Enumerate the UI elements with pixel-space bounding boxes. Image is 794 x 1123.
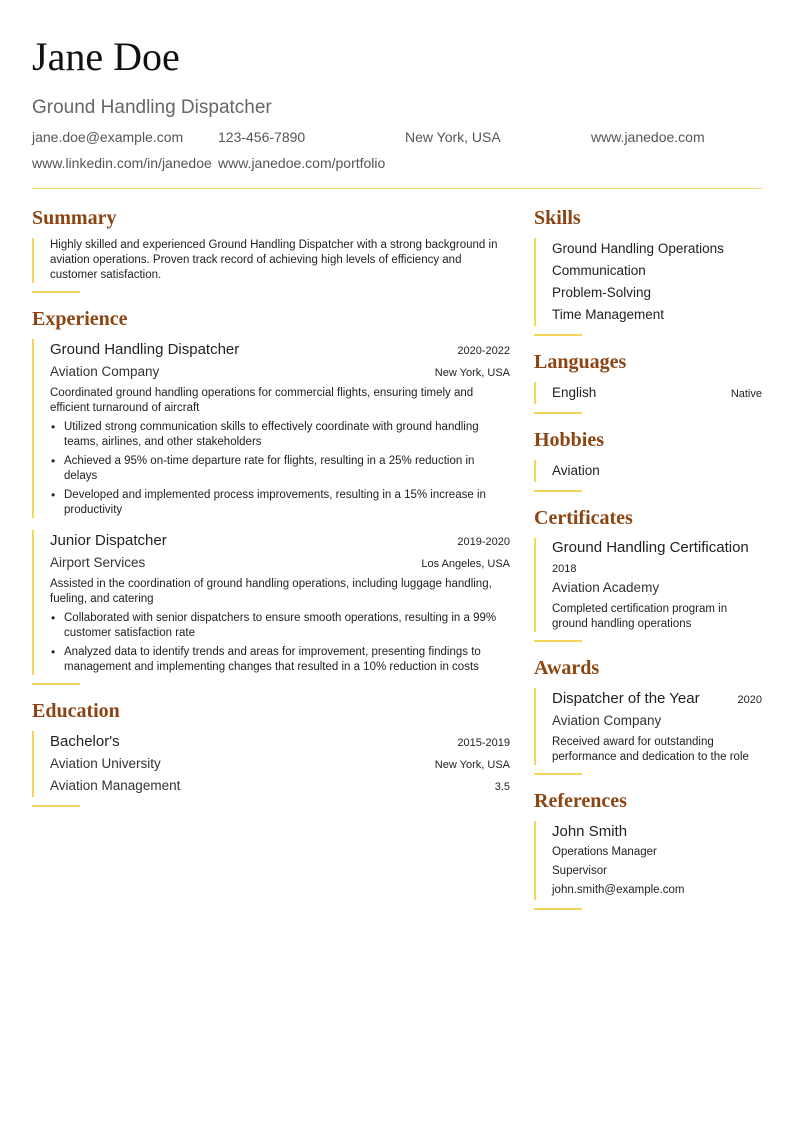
section-divider (534, 908, 582, 910)
contact-location: New York, USA (405, 129, 501, 145)
job-title: Ground Handling Dispatcher (50, 341, 240, 358)
certificate-name: Ground Handling Certification (552, 539, 749, 556)
contact-linkedin[interactable]: www.linkedin.com/in/janedoe (32, 155, 212, 171)
experience-heading: Experience (32, 308, 128, 330)
awards-heading: Awards (534, 657, 600, 679)
education-entry (32, 731, 510, 797)
job-dates: 2020-2022 (457, 345, 510, 357)
summary-heading: Summary (32, 207, 117, 229)
reference-name: John Smith (552, 823, 628, 840)
award-year: 2020 (737, 694, 762, 706)
section-divider (534, 773, 582, 775)
experience-entry (32, 339, 510, 518)
languages-heading: Languages (534, 351, 627, 373)
contact-email[interactable]: jane.doe@example.com (32, 129, 184, 145)
award-issuer: Aviation Company (552, 713, 662, 728)
reference-position: Operations Manager (552, 846, 657, 858)
certificate-issuer: Aviation Academy (552, 580, 660, 595)
gpa: 3.5 (494, 781, 510, 793)
header-divider (32, 188, 762, 189)
award-entry (534, 688, 762, 765)
skill-item: Problem-Solving (552, 285, 652, 300)
job-achievements (50, 611, 510, 675)
section-divider (534, 490, 582, 492)
achievement-item: • Analyzed data to identify trends and areas for improvement, presenting findings to management and implementing changes that resulted in a 10% reduction in costs (50, 645, 510, 675)
skills-heading: Skills (534, 207, 581, 229)
achievement-item: • Collaborated with senior dispatchers to ensure smooth operations, resulting in a 99% customer satisfaction rate (50, 611, 510, 641)
certificates-section (534, 504, 762, 642)
education-dates: 2015-2019 (457, 737, 510, 749)
job-location: New York, USA (434, 367, 510, 379)
skill-item: Time Management (552, 307, 665, 322)
candidate-title: Ground Handling Dispatcher (32, 97, 272, 118)
section-divider (32, 291, 80, 293)
main-column (32, 204, 510, 819)
section-divider (32, 805, 80, 807)
skills-list (534, 238, 762, 326)
degree: Bachelor's (50, 733, 120, 750)
job-location: Los Angeles, USA (421, 558, 510, 570)
contact-phone[interactable]: 123-456-7890 (218, 129, 306, 145)
job-dates: 2019-2020 (457, 536, 510, 548)
reference-email[interactable]: john.smith@example.com (552, 884, 685, 896)
award-description: Received award for outstanding performance and dedication to the role (552, 736, 749, 763)
languages-list (534, 382, 762, 404)
school-name: Aviation University (50, 756, 161, 771)
contact-info (32, 128, 762, 180)
hobbies-list (534, 460, 762, 482)
job-description: Assisted in the coordination of ground handling operations, including luggage handling, fueling, and catering (50, 578, 492, 605)
hobbies-section (534, 426, 762, 492)
skills-section (534, 204, 762, 336)
field-of-study: Aviation Management (50, 778, 181, 793)
summary-text: Highly skilled and experienced Ground Handling Dispatcher with a strong background in aviation operations. Proven track record of achieving high levels of efficiency and customer satisfaction. (50, 239, 498, 281)
certificate-entry (534, 538, 762, 632)
achievement-item: • Achieved a 95% on-time departure rate for flights, resulting in a 25% reduction in delays (50, 454, 510, 484)
certificate-description: Completed certification program in ground handling operations (552, 603, 728, 630)
award-name: Dispatcher of the Year (552, 690, 700, 707)
language-name: English (552, 385, 597, 400)
skill-item: Ground Handling Operations (552, 241, 724, 256)
language-level: Native (730, 388, 762, 400)
education-heading: Education (32, 700, 120, 722)
certificate-year: 2018 (552, 563, 577, 575)
hobby-item: Aviation (552, 463, 600, 478)
education-section (32, 697, 510, 807)
job-company: Airport Services (50, 555, 146, 570)
contact-website[interactable]: www.janedoe.com (591, 129, 705, 145)
job-description: Coordinated ground handling operations for commercial flights, ensuring timely and efficient turnaround of aircraft (50, 387, 474, 414)
reference-entry (534, 821, 762, 900)
experience-section (32, 305, 510, 685)
candidate-name: Jane Doe (32, 34, 180, 79)
resume-header (32, 34, 762, 180)
references-section (534, 787, 762, 910)
summary-section (32, 204, 510, 293)
hobbies-heading: Hobbies (534, 429, 605, 451)
achievement-item: • Developed and implemented process improvements, resulting in a 15% increase in productivity (50, 488, 510, 518)
experience-entry (32, 530, 510, 675)
languages-section (534, 348, 762, 414)
section-divider (534, 412, 582, 414)
section-divider (534, 640, 582, 642)
reference-relation: Supervisor (552, 865, 607, 877)
contact-portfolio[interactable]: www.janedoe.com/portfolio (218, 155, 386, 171)
job-achievements (50, 420, 510, 518)
section-divider (534, 334, 582, 336)
section-divider (32, 683, 80, 685)
school-location: New York, USA (434, 759, 510, 771)
summary-body (32, 238, 510, 283)
skill-item: Communication (552, 263, 646, 278)
job-title: Junior Dispatcher (50, 532, 167, 549)
references-heading: References (534, 790, 627, 812)
job-company: Aviation Company (50, 364, 160, 379)
achievement-item: • Utilized strong communication skills to effectively coordinate with ground handling teams, airlines, and other stakeholders (50, 420, 510, 450)
certificates-heading: Certificates (534, 507, 633, 529)
side-column (534, 204, 762, 922)
awards-section (534, 654, 762, 775)
